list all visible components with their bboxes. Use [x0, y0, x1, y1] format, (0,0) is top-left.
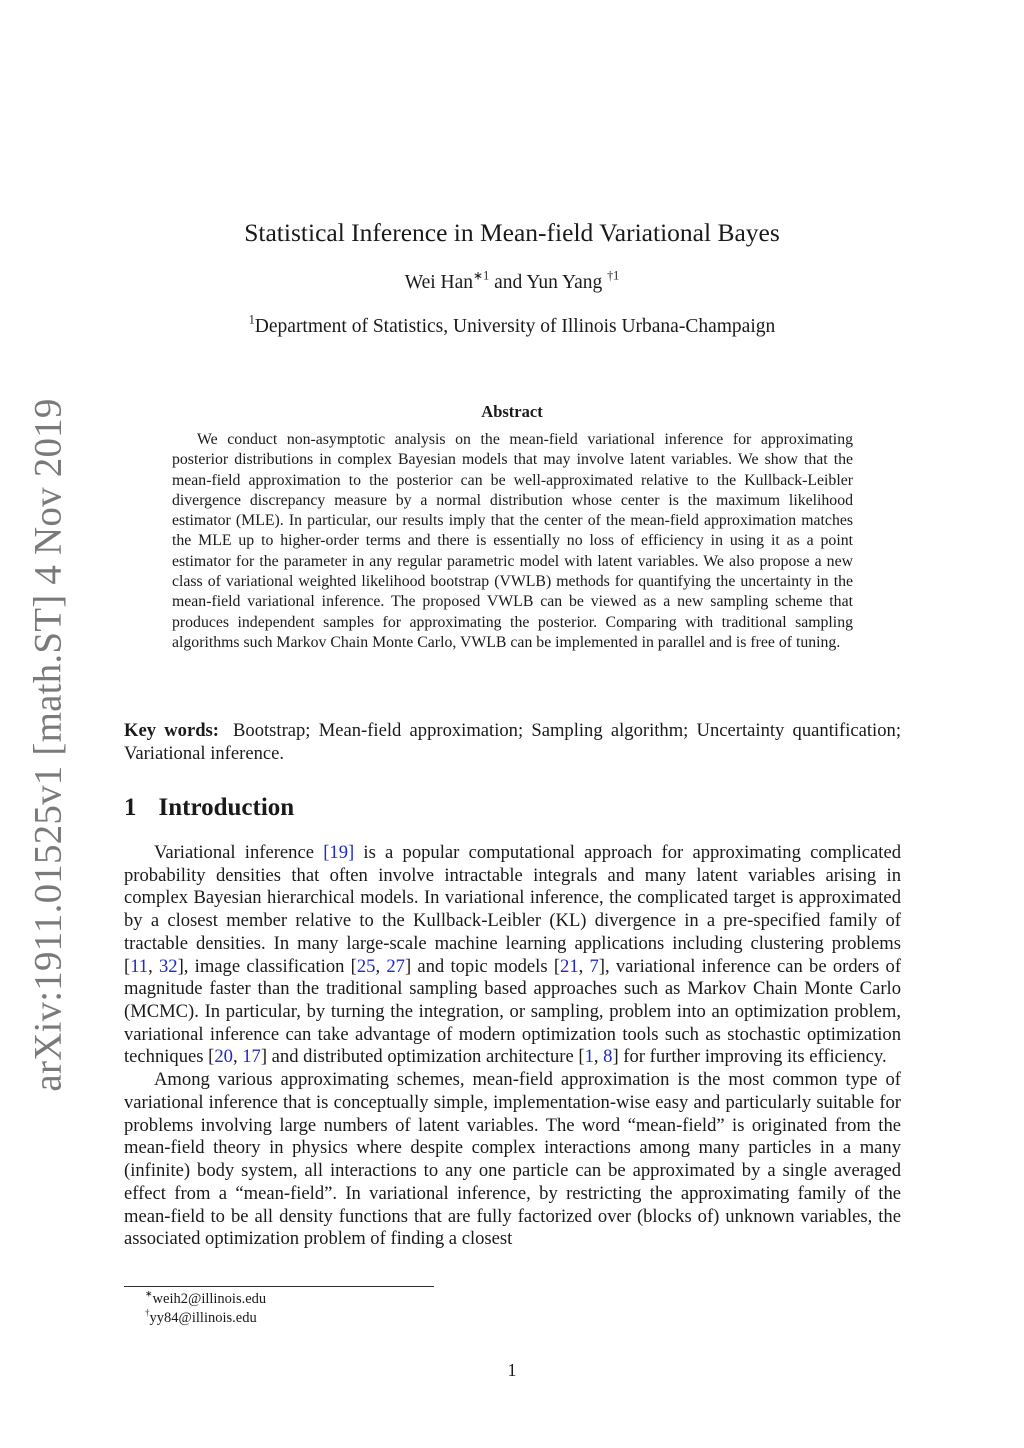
arxiv-identifier-stamp: arXiv:1911.01525v1 [math.ST] 4 Nov 2019	[26, 398, 70, 1092]
abstract-heading: Abstract	[481, 402, 543, 421]
keywords-label: Key words:	[124, 720, 219, 741]
footnote-email: weih2@illinois.edu	[152, 1291, 267, 1307]
affiliation-text: Department of Statistics, University of Illinois Urbana-Champaign	[254, 316, 776, 337]
footnote-mark: †	[145, 1307, 150, 1318]
body-text	[124, 842, 901, 1251]
affiliation-superscript: 1	[248, 312, 255, 327]
paper-title: Statistical Inference in Mean-field Variational Bayes	[244, 218, 780, 247]
section-number: 1	[124, 794, 137, 821]
author-name: Wei Han	[404, 272, 474, 293]
footnote	[145, 1309, 266, 1328]
footnote	[145, 1290, 266, 1309]
affiliation-line	[0, 312, 1024, 338]
paragraph: Variational inference [19] is a popular computational approach for approximating complicated probability densities that often involve intractable integrals and many latent variables arising in complex Bayesian hierarchical models. In variational inference, the complicated target is approximated by a closest member relative to the Kullback-Leibler (KL) divergence in a pre-specified family of tractable densities. In many large-scale machine learning applications including clustering problems [11, 32], image classification [25, 27] and topic models [21, 7], variational inference can be orders of magnitude faster than the traditional sampling based approaches such as Markov Chain Monte Carlo (MCMC). In particular, by turning the integration, or sampling, problem into an optimization problem, variational inference can take advantage of modern optimization tools such as stochastic optimization techniques [20, 17] and distributed optimization architecture [1, 8] for further improving its efficiency.	[124, 842, 902, 1068]
footnotes	[145, 1290, 266, 1328]
footnote-email: yy84@illinois.edu	[149, 1310, 257, 1326]
citation-link[interactable]: 27	[386, 955, 405, 977]
abstract-body: We conduct non-asymptotic analysis on the mean-field variational inference for approximating posterior distributions in complex Bayesian models that may involve latent variables. We show that the mean-field approximation to the posterior can be well-approximated relative to the Kullback-Leibler divergence discrepancy measure by a normal distribution whose center is the maximum likelihood estimator (MLE). In particular, our results imply that the center of the mean-field approximation matches the MLE up to higher-order terms and there is essentially no loss of efficiency in using it as a point estimator for the parameter in any regular parametric model with latent variables. We also propose a new class of variational weighted likelihood bootstrap (VWLB) methods for quantifying the uncertainty in the mean-field variational inference. The proposed VWLB can be viewed as a new sampling scheme that produces independent samples for approximating the posterior. Comparing with traditional sampling algorithms such Markov Chain Monte Carlo, VWLB can be implemented in parallel and is free of tuning.	[172, 431, 853, 651]
footnote-mark: ∗	[145, 1288, 153, 1299]
keywords	[124, 720, 901, 765]
citation-link[interactable]: 25	[356, 955, 376, 977]
author-line	[0, 268, 1024, 294]
author-superscript: †1	[607, 268, 620, 283]
section-heading	[124, 794, 294, 822]
citation-link[interactable]: 17	[242, 1046, 261, 1068]
citation-link[interactable]: 20	[214, 1046, 233, 1068]
paragraph: Among various approximating schemes, mean-field approximation is the most common type of variational inference that is conceptually simple, implementation-wise easy and particularly suitable for problems involving large numbers of latent variables. The word “mean-field” is originated from the mean-field theory in physics where despite complex interactions among many particles in a many (infinite) body system, all interactions to any one particle can be approximated by a single averaged effect from a “mean-field”. In variational inference, by restricting the approximating family of the mean-field to be all density functions that are fully factorized over (blocks of) unknown variables, the associated optimization problem of finding a closest	[124, 1069, 901, 1250]
citation-link[interactable]: 32	[159, 955, 178, 977]
citation-link[interactable]: 21	[560, 955, 579, 977]
author-conjunction: and	[494, 272, 523, 293]
author-name: Yun Yang	[526, 272, 603, 293]
footnote-divider	[124, 1286, 434, 1287]
citation-link[interactable]: [19]	[323, 842, 355, 863]
author-superscript: ∗1	[473, 268, 490, 283]
section-title: Introduction	[158, 794, 295, 821]
citation-link[interactable]: 1	[584, 1046, 594, 1068]
page-number: 1	[507, 1360, 517, 1380]
citation-link[interactable]: 8	[603, 1046, 613, 1068]
citation-link[interactable]: 11	[130, 955, 149, 977]
citation-link[interactable]: 7	[589, 955, 599, 977]
keywords-text: Bootstrap; Mean-field approximation; Sampling algorithm; Uncertainty quantification; Variational inference.	[124, 720, 901, 764]
